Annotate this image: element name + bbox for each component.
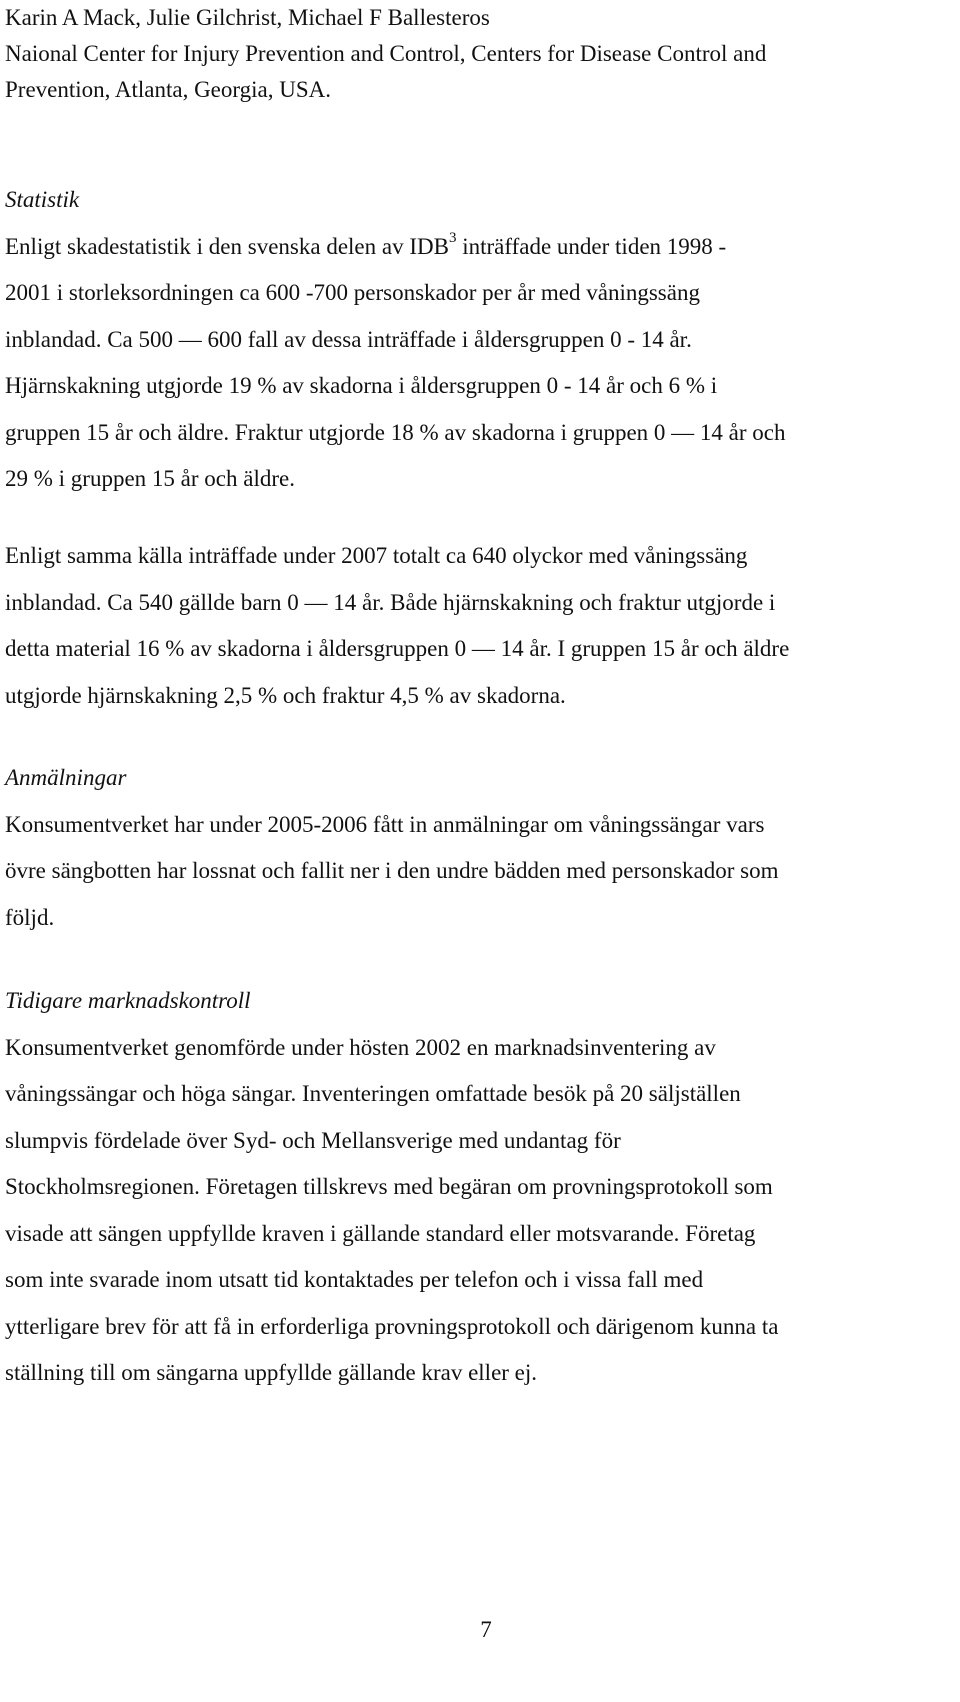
paragraph-line: detta material 16 % av skadorna i åldersgruppen 0 — 14 år. I gruppen 15 år och äldre <box>5 636 790 661</box>
page-number: 7 <box>480 1617 492 1642</box>
affiliation-line: Prevention, Atlanta, Georgia, USA. <box>5 77 331 102</box>
section-tidigare-marknadskontroll <box>5 978 955 1397</box>
text-run: inträffade under tiden 1998 - <box>456 233 727 259</box>
paragraph-line: Konsumentverket har under 2005-2006 fått in anmälningar om våningssängar vars <box>5 811 765 837</box>
paragraph-line: 2001 i storleksordningen ca 600 -700 personskador per år med våningssäng <box>5 280 700 305</box>
author-block <box>5 0 955 108</box>
paragraph-line: ställning till om sängarna uppfyllde gällande krav eller ej. <box>5 1360 538 1385</box>
author-names: Karin A Mack, Julie Gilchrist, Michael F Ballesteros <box>5 5 490 30</box>
paragraph-line <box>5 224 955 271</box>
section-statistik-paragraph-2 <box>5 533 955 719</box>
text-run: Enligt skadestatistik i den svenska delen av IDB <box>5 233 449 259</box>
paragraph-line: Stockholmsregionen. Företagen tillskrevs med begäran om provningsprotokoll som <box>5 1174 773 1199</box>
section-heading: Tidigare marknadskontroll <box>5 988 251 1013</box>
section-heading: Anmälningar <box>5 765 127 790</box>
section-heading: Statistik <box>5 187 80 212</box>
paragraph-line: slumpvis fördelade över Syd- och Mellansverige med undantag för <box>5 1127 621 1153</box>
section-anmalningar <box>5 755 955 941</box>
paragraph-line: 29 % i gruppen 15 år och äldre. <box>5 466 295 491</box>
paragraph-line: ytterligare brev för att få in erforderliga provningsprotokoll och därigenom kunna ta <box>5 1313 779 1339</box>
paragraph-line: Konsumentverket genomförde under hösten 2002 en marknadsinventering av <box>5 1034 716 1060</box>
paragraph-line: Hjärnskakning utgjorde 19 % av skadorna i åldersgruppen 0 - 14 år och 6 % i <box>5 373 718 398</box>
paragraph-line: visade att sängen uppfyllde kraven i gällande standard eller motsvarande. Företag <box>5 1220 756 1246</box>
paragraph-line: våningssängar och höga sängar. Inventeringen omfattade besök på 20 säljställen <box>5 1081 741 1106</box>
paragraph-line: som inte svarade inom utsatt tid kontaktades per telefon och i vissa fall med <box>5 1267 704 1292</box>
section-statistik <box>5 177 955 503</box>
paragraph-line: inblandad. Ca 540 gällde barn 0 — 14 år. Både hjärnskakning och fraktur utgjorde i <box>5 589 776 615</box>
paragraph-line: övre sängbotten har lossnat och fallit ner i den undre bädden med personskador som <box>5 858 779 883</box>
paragraph-line: Enligt samma källa inträffade under 2007 totalt ca 640 olyckor med våningssäng <box>5 543 748 568</box>
footnote-reference: 3 <box>448 229 457 246</box>
paragraph-line: utgjorde hjärnskakning 2,5 % och fraktur 4,5 % av skadorna. <box>5 682 566 708</box>
paragraph-line: följd. <box>5 904 55 930</box>
paragraph-line: inblandad. Ca 500 — 600 fall av dessa inträffade i åldersgruppen 0 - 14 år. <box>5 326 692 352</box>
affiliation-line: Naional Center for Injury Prevention and Control, Centers for Disease Control and <box>5 41 767 66</box>
paragraph-line: gruppen 15 år och äldre. Fraktur utgjorde 18 % av skadorna i gruppen 0 — 14 år och <box>5 419 786 445</box>
